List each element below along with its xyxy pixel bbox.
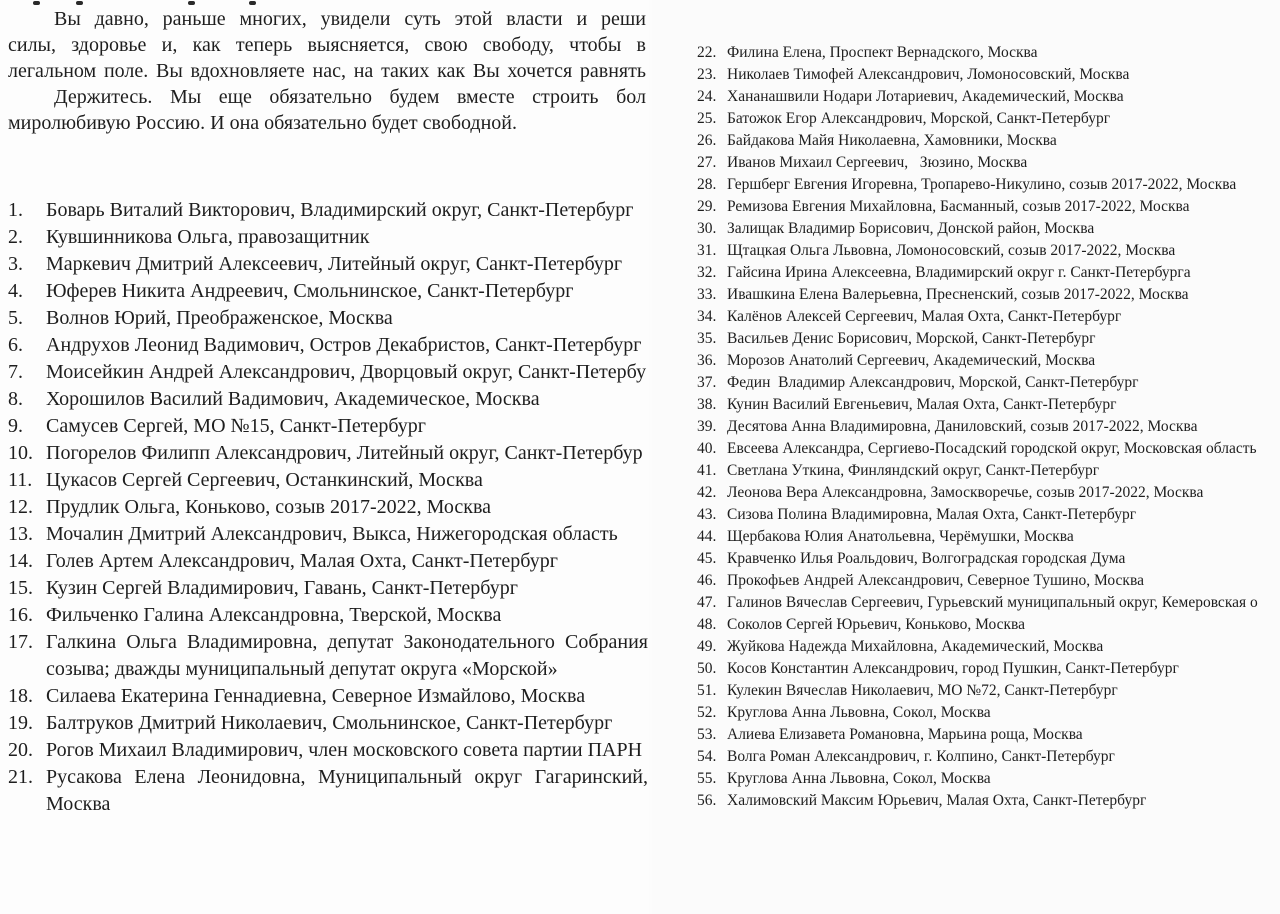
list-item-line: Гершберг Евгения Игоревна, Тропарево-Никулино, созыв 2017-2022, Москва <box>727 176 1237 193</box>
list-item <box>697 174 1280 196</box>
list-item-number: 11. <box>8 469 33 491</box>
list-item-line: Прокофьев Андрей Александрович, Северное Тушино, Москва <box>727 572 1144 589</box>
list-item-text <box>727 768 1280 790</box>
list-item-number: 54. <box>697 748 717 765</box>
paragraph-line: легальном поле. Вы вдохновляете нас, на таких как Вы хочется равнять <box>8 60 646 82</box>
list-item <box>8 494 649 521</box>
list-item-number: 1. <box>8 199 23 221</box>
deputies-list-left <box>8 197 649 818</box>
list-item-text <box>727 724 1280 746</box>
list-item-text <box>46 467 648 494</box>
list-item-number: 49. <box>697 638 717 655</box>
list-item-line: Цукасов Сергей Сергеевич, Останкинский, Москва <box>46 469 483 491</box>
list-item-number: 46. <box>697 572 717 589</box>
list-item-line: Ремизова Евгения Михайловна, Басманный, созыв 2017-2022, Москва <box>727 198 1190 215</box>
list-item-text <box>727 680 1280 702</box>
list-item-number: 13. <box>8 523 33 545</box>
list-item <box>697 262 1280 284</box>
list-item-number: 12. <box>8 496 33 518</box>
list-item <box>8 521 649 548</box>
list-item-number: 5. <box>8 307 23 329</box>
list-item-text <box>727 746 1280 768</box>
list-item-text <box>46 305 648 332</box>
list-item <box>697 746 1280 768</box>
list-item <box>8 764 649 818</box>
list-item-number: 22. <box>697 44 717 61</box>
list-item <box>697 372 1280 394</box>
scan-artifact <box>188 1 195 5</box>
list-item-line: Круглова Анна Львовна, Сокол, Москва <box>727 770 991 787</box>
list-item <box>697 482 1280 504</box>
intro-paragraph <box>8 6 646 136</box>
list-item-number: 3. <box>8 253 23 275</box>
list-item-line: Балтруков Дмитрий Николаевич, Смольнинское, Санкт-Петербург <box>46 712 613 734</box>
list-item <box>697 570 1280 592</box>
list-item-line: Кулекин Вячеслав Николаевич, МО №72, Санкт-Петербург <box>727 682 1118 699</box>
list-item-number: 24. <box>697 88 717 105</box>
list-item-number: 20. <box>8 739 33 761</box>
list-item-line: Андрухов Леонид Вадимович, Остров Декабристов, Санкт-Петербург <box>46 334 642 356</box>
list-item-line: Волга Роман Александрович, г. Колпино, Санкт-Петербург <box>727 748 1115 765</box>
list-item <box>8 467 649 494</box>
list-item-text <box>727 790 1280 812</box>
list-item-line: Соколов Сергей Юрьевич, Коньково, Москва <box>727 616 1026 633</box>
list-item-text <box>727 526 1280 548</box>
list-item-number: 21. <box>8 766 33 788</box>
list-item-number: 41. <box>697 462 717 479</box>
list-item-number: 18. <box>8 685 33 707</box>
list-item-line: Юферев Никита Андреевич, Смольнинское, Санкт-Петербург <box>46 280 574 302</box>
list-item-line: Фильченко Галина Александровна, Тверской, Москва <box>46 604 502 626</box>
list-item-text <box>727 438 1280 460</box>
list-item-text <box>46 764 648 818</box>
list-item-text <box>46 494 648 521</box>
list-item-number: 6. <box>8 334 23 356</box>
list-item-number: 16. <box>8 604 33 626</box>
list-item-line: Иванов Михаил Сергеевич, Зюзино, Москва <box>727 154 1028 171</box>
list-item-line: Байдакова Майя Николаевна, Хамовники, Москва <box>727 132 1057 149</box>
list-item-number: 42. <box>697 484 717 501</box>
list-item-number: 17. <box>8 631 33 653</box>
list-item-number: 44. <box>697 528 717 545</box>
list-item <box>8 413 649 440</box>
list-item <box>697 328 1280 350</box>
list-item-line: Самусев Сергей, МО №15, Санкт-Петербург <box>46 415 426 437</box>
list-item-text <box>727 482 1280 504</box>
list-item-line: Ивашкина Елена Валерьевна, Пресненский, созыв 2017-2022, Москва <box>727 286 1189 303</box>
list-item <box>697 416 1280 438</box>
list-item-text <box>727 548 1280 570</box>
list-item-number: 25. <box>697 110 717 127</box>
list-item <box>8 683 649 710</box>
list-item-text <box>727 570 1280 592</box>
scan-artifact <box>33 1 40 5</box>
list-item-text <box>46 602 648 629</box>
list-item-line: Морозов Анатолий Сергеевич, Академический, Москва <box>727 352 1096 369</box>
list-item <box>8 575 649 602</box>
list-item <box>697 768 1280 790</box>
list-item-line: Галкина Ольга Владимировна, депутат Законодательного Собрания <box>46 631 648 653</box>
list-item-text <box>727 174 1280 196</box>
list-item <box>8 440 649 467</box>
list-item <box>697 504 1280 526</box>
list-item <box>697 350 1280 372</box>
list-item-number: 33. <box>697 286 717 303</box>
list-item <box>697 218 1280 240</box>
list-item-line: Волнов Юрий, Преображенское, Москва <box>46 307 393 329</box>
list-item-number: 2. <box>8 226 23 248</box>
list-item <box>8 737 649 764</box>
list-item <box>697 64 1280 86</box>
list-item-line: Русакова Елена Леонидовна, Муниципальный округ Гагаринский, <box>46 766 648 788</box>
list-item-text <box>727 504 1280 526</box>
list-item-line: Боварь Виталий Викторович, Владимирский округ, Санкт-Петербург <box>46 199 634 221</box>
list-item-line: Хананашвили Нодари Лотариевич, Академический, Москва <box>727 88 1124 105</box>
list-item-number: 14. <box>8 550 33 572</box>
list-item-text <box>46 683 648 710</box>
list-item <box>8 278 649 305</box>
list-item-text <box>46 440 648 467</box>
scan-artifact <box>76 1 83 5</box>
list-item-number: 45. <box>697 550 717 567</box>
list-item-number: 37. <box>697 374 717 391</box>
list-item <box>697 196 1280 218</box>
list-item-line: Кузин Сергей Владимирович, Гавань, Санкт-Петербург <box>46 577 518 599</box>
list-item-number: 40. <box>697 440 717 457</box>
list-item-text <box>727 658 1280 680</box>
list-item <box>697 526 1280 548</box>
list-item-number: 55. <box>697 770 717 787</box>
list-item <box>697 658 1280 680</box>
list-item-text <box>727 152 1280 174</box>
list-item-line: Десятова Анна Владимировна, Даниловский, созыв 2017-2022, Москва <box>727 418 1198 435</box>
list-item <box>697 636 1280 658</box>
list-item-line: Щтацкая Ольга Львовна, Ломоносовский, созыв 2017-2022, Москва <box>727 242 1176 259</box>
list-item-text <box>46 278 648 305</box>
list-item <box>8 224 649 251</box>
list-item-text <box>727 64 1280 86</box>
list-item-line: Кравченко Илья Роальдович, Волгоградская городская Дума <box>727 550 1126 567</box>
list-item-line: созыва; дважды муниципальный депутат округа «Морской» <box>46 658 558 680</box>
list-item-line: Мочалин Дмитрий Александрович, Выкса, Нижегородская область <box>46 523 618 545</box>
list-item <box>8 197 649 224</box>
list-item-number: 26. <box>697 132 717 149</box>
list-item-number: 50. <box>697 660 717 677</box>
list-item <box>697 284 1280 306</box>
list-item-line: Жуйкова Надежда Михайловна, Академический, Москва <box>727 638 1104 655</box>
list-item-line: Кунин Василий Евгеньевич, Малая Охта, Санкт-Петербург <box>727 396 1117 413</box>
paragraph-line: Держитесь. Мы еще обязательно будем вместе строить бол <box>54 86 646 108</box>
list-item-text <box>727 328 1280 350</box>
list-item-line: Силаева Екатерина Геннадиевна, Северное Измайлово, Москва <box>46 685 586 707</box>
list-item-number: 51. <box>697 682 717 699</box>
list-item-text <box>46 224 648 251</box>
list-item <box>697 152 1280 174</box>
list-item-text <box>727 416 1280 438</box>
list-item-number: 23. <box>697 66 717 83</box>
list-item-number: 35. <box>697 330 717 347</box>
list-item-line: Кувшинникова Ольга, правозащитник <box>46 226 370 248</box>
list-item-line: Васильев Денис Борисович, Морской, Санкт-Петербург <box>727 330 1096 347</box>
list-item <box>8 602 649 629</box>
list-item <box>697 460 1280 482</box>
list-item-text <box>727 86 1280 108</box>
list-item-line: Погорелов Филипп Александрович, Литейный округ, Санкт-Петербур <box>46 442 643 464</box>
list-item-line: Батожок Егор Александрович, Морской, Санкт-Петербург <box>727 110 1111 127</box>
list-item-text <box>727 196 1280 218</box>
list-item-text <box>46 629 648 683</box>
list-item <box>697 724 1280 746</box>
list-item-text <box>46 251 648 278</box>
list-item <box>8 359 649 386</box>
list-item-number: 7. <box>8 361 23 383</box>
list-item <box>8 629 649 683</box>
list-item <box>8 251 649 278</box>
list-item-number: 31. <box>697 242 717 259</box>
paragraph-line: миролюбивую Россию. И она обязательно будет свободной. <box>8 112 518 134</box>
list-item-line: Николаев Тимофей Александрович, Ломоносовский, Москва <box>727 66 1130 83</box>
list-item <box>697 702 1280 724</box>
list-item-number: 34. <box>697 308 717 325</box>
list-item-line: Круглова Анна Львовна, Сокол, Москва <box>727 704 991 721</box>
list-item <box>8 386 649 413</box>
list-item <box>697 42 1280 64</box>
list-item-number: 36. <box>697 352 717 369</box>
list-item-number: 53. <box>697 726 717 743</box>
list-item-text <box>46 575 648 602</box>
list-item-number: 28. <box>697 176 717 193</box>
list-item-text <box>727 262 1280 284</box>
list-item-number: 9. <box>8 415 23 437</box>
list-item-text <box>46 548 648 575</box>
list-item-line: Алиева Елизавета Романовна, Марьина роща, Москва <box>727 726 1083 743</box>
list-item-number: 52. <box>697 704 717 721</box>
list-item <box>697 592 1280 614</box>
list-item-line: Гайсина Ирина Алексеевна, Владимирский округ г. Санкт-Петербурга <box>727 264 1191 281</box>
list-item-text <box>727 108 1280 130</box>
list-item-number: 32. <box>697 264 717 281</box>
paragraph-line: Вы давно, раньше многих, увидели суть этой власти и реши <box>54 8 646 30</box>
list-item-line: Косов Константин Александрович, город Пушкин, Санкт-Петербург <box>727 660 1179 677</box>
list-item-line: Щербакова Юлия Анатольевна, Черёмушки, Москва <box>727 528 1074 545</box>
list-item-text <box>727 130 1280 152</box>
list-item-number: 38. <box>697 396 717 413</box>
list-item <box>8 332 649 359</box>
list-item-number: 43. <box>697 506 717 523</box>
list-item-line: Маркевич Дмитрий Алексеевич, Литейный округ, Санкт-Петербург <box>46 253 623 275</box>
list-item-text <box>46 413 648 440</box>
list-item-text <box>46 386 648 413</box>
list-item-line: Москва <box>46 793 111 815</box>
list-item-line: Федин Владимир Александрович, Морской, Санкт-Петербург <box>727 374 1139 391</box>
list-item-line: Моисейкин Андрей Александрович, Дворцовый округ, Санкт-Петербу <box>46 361 647 383</box>
list-item-number: 10. <box>8 442 33 464</box>
list-item-number: 39. <box>697 418 717 435</box>
list-item-line: Халимовский Максим Юрьевич, Малая Охта, Санкт-Петербург <box>727 792 1147 809</box>
list-item-number: 4. <box>8 280 23 302</box>
list-item-number: 56. <box>697 792 717 809</box>
list-item-line: Залищак Владимир Борисович, Донской район, Москва <box>727 220 1095 237</box>
list-item-number: 48. <box>697 616 717 633</box>
list-item-line: Евсеева Александра, Сергиево-Посадский городской округ, Московская область <box>727 440 1257 457</box>
list-item-number: 19. <box>8 712 33 734</box>
list-item-number: 27. <box>697 154 717 171</box>
list-item-text <box>727 614 1280 636</box>
list-item-line: Хорошилов Василий Вадимович, Академическое, Москва <box>46 388 540 410</box>
list-item <box>697 306 1280 328</box>
scan-artifact <box>249 1 256 5</box>
list-item-text <box>727 702 1280 724</box>
list-item-text <box>727 350 1280 372</box>
list-item-text <box>727 284 1280 306</box>
list-item <box>697 438 1280 460</box>
list-item <box>8 710 649 737</box>
list-item <box>697 548 1280 570</box>
list-item-text <box>727 636 1280 658</box>
list-item <box>697 86 1280 108</box>
list-item-number: 8. <box>8 388 23 410</box>
list-item-text <box>727 42 1280 64</box>
list-item <box>8 305 649 332</box>
list-item-number: 15. <box>8 577 33 599</box>
list-item-text <box>46 359 648 386</box>
list-item <box>697 240 1280 262</box>
list-item-text <box>727 394 1280 416</box>
list-item-line: Филина Елена, Проспект Вернадского, Москва <box>727 44 1038 61</box>
list-item <box>697 108 1280 130</box>
list-item-number: 47. <box>697 594 717 611</box>
list-item-text <box>46 737 648 764</box>
list-item-line: Голев Артем Александрович, Малая Охта, Санкт-Петербург <box>46 550 558 572</box>
list-item-text <box>727 306 1280 328</box>
list-item-text <box>46 521 648 548</box>
list-item-number: 30. <box>697 220 717 237</box>
list-item-line: Галинов Вячеслав Сергеевич, Гурьевский муниципальный округ, Кемеровская о <box>727 594 1258 611</box>
deputies-list-right <box>697 42 1280 812</box>
list-item <box>8 548 649 575</box>
list-item <box>697 680 1280 702</box>
list-item-text <box>727 592 1280 614</box>
list-item-number: 29. <box>697 198 717 215</box>
list-item <box>697 130 1280 152</box>
list-item-text <box>727 240 1280 262</box>
list-item-text <box>727 460 1280 482</box>
list-item-line: Леонова Вера Александровна, Замоскворечье, созыв 2017-2022, Москва <box>727 484 1204 501</box>
list-item <box>697 790 1280 812</box>
list-item-text <box>727 218 1280 240</box>
list-item-text <box>46 710 648 737</box>
list-item-line: Сизова Полина Владимировна, Малая Охта, Санкт-Петербург <box>727 506 1137 523</box>
paragraph-line: силы, здоровье и, как теперь выясняется, свою свободу, чтобы в <box>8 34 646 56</box>
list-item-text <box>46 332 648 359</box>
list-item-line: Прудлик Ольга, Коньково, созыв 2017-2022, Москва <box>46 496 492 518</box>
page-right <box>652 0 1280 914</box>
list-item <box>697 614 1280 636</box>
list-item-line: Рогов Михаил Владимирович, член московского совета партии ПАРН <box>46 739 643 761</box>
list-item-line: Калёнов Алексей Сергеевич, Малая Охта, Санкт-Петербург <box>727 308 1122 325</box>
list-item-text <box>727 372 1280 394</box>
list-item-line: Светлана Уткина, Финляндский округ, Санкт-Петербург <box>727 462 1100 479</box>
list-item <box>697 394 1280 416</box>
list-item-text <box>46 197 648 224</box>
